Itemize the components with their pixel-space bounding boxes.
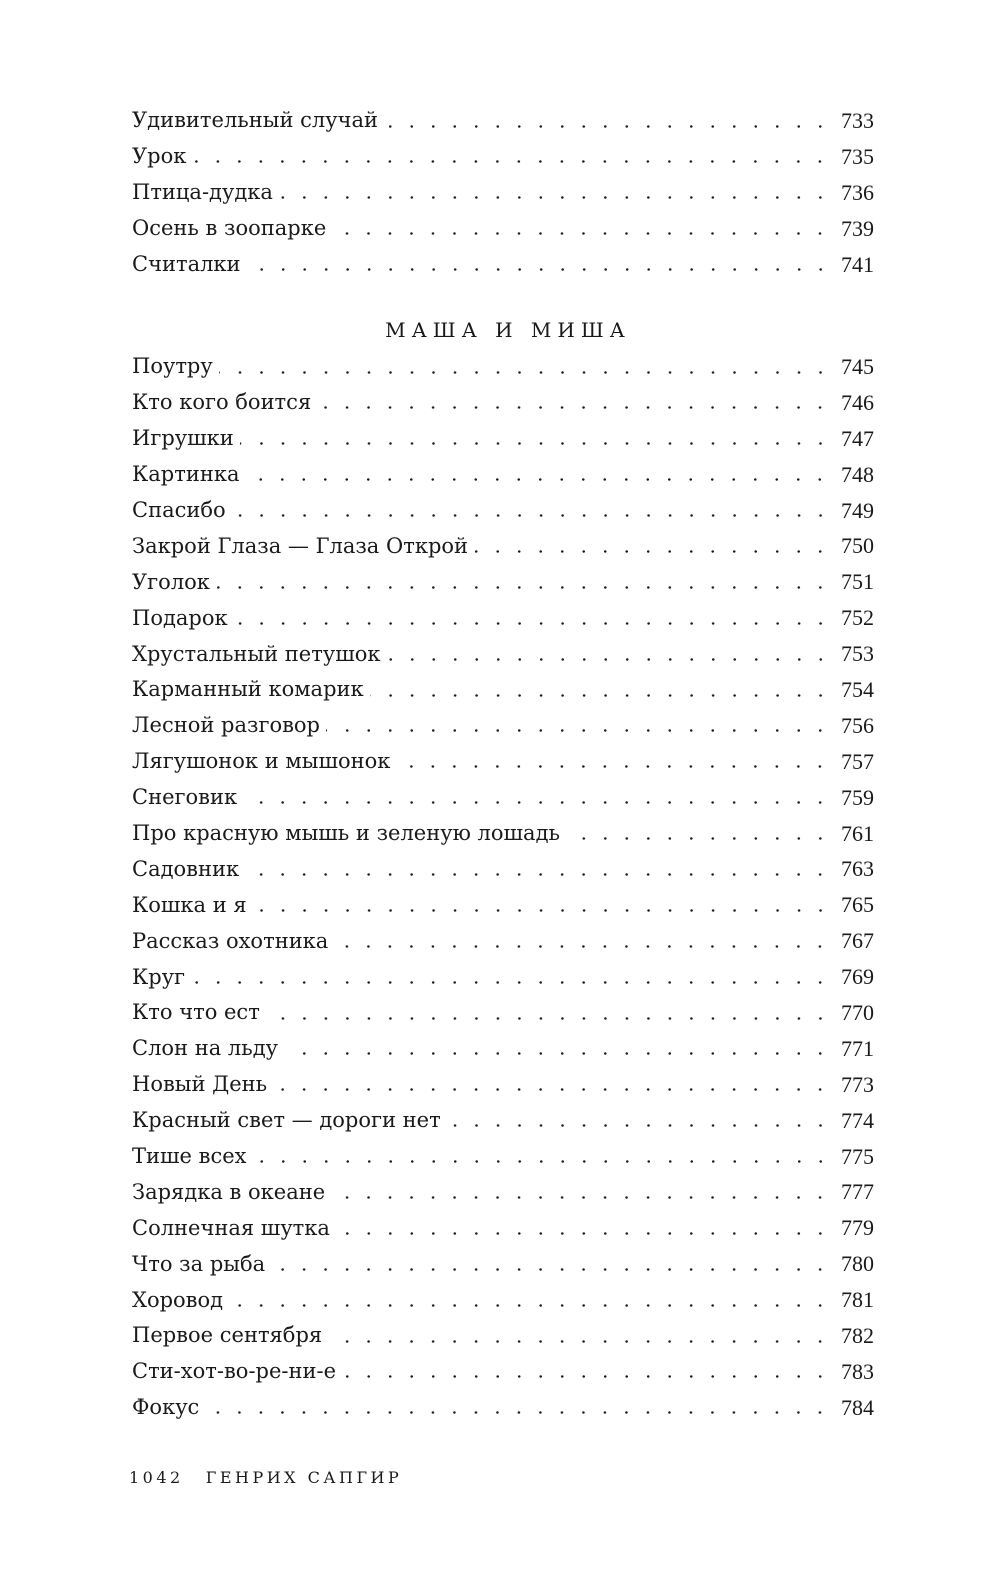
toc-entry-page: 780 — [831, 1253, 874, 1275]
dot-leader — [191, 959, 831, 995]
toc-entry-page: 759 — [831, 787, 874, 809]
toc-entry — [132, 457, 874, 493]
toc-entry-page: 745 — [831, 356, 874, 378]
toc-entry-title: Что за рыба — [132, 1254, 271, 1275]
toc-entry-page: 736 — [831, 182, 874, 204]
toc-entry — [132, 1174, 874, 1210]
dot-leader — [273, 1067, 831, 1103]
toc-entry — [132, 103, 874, 139]
toc-entry — [132, 1354, 874, 1390]
toc-entry-page: 767 — [831, 930, 874, 952]
dot-leader — [266, 995, 831, 1031]
toc-entry — [132, 385, 874, 421]
dot-leader — [447, 1103, 831, 1139]
toc-entry — [132, 708, 874, 744]
toc-entry-page: 782 — [831, 1325, 874, 1347]
toc-entry — [132, 1390, 874, 1426]
toc-entry-title: Фокус — [132, 1397, 205, 1418]
dot-leader — [332, 211, 831, 247]
toc-entry-page: 784 — [831, 1397, 874, 1419]
toc-entry-page: 775 — [831, 1146, 874, 1168]
toc-entry-title: Хоровод — [132, 1290, 229, 1311]
toc-entry — [132, 349, 874, 385]
dot-leader — [192, 139, 831, 175]
toc-entry-title: Красный свет — дороги нет — [132, 1110, 447, 1131]
dot-leader — [245, 851, 831, 887]
toc-entry-title: Лягушонок и мышонок — [132, 751, 396, 772]
dot-leader — [253, 1139, 832, 1175]
dot-leader — [326, 708, 831, 744]
page-footer — [129, 1468, 402, 1487]
toc-entry-page: 747 — [831, 428, 874, 450]
toc-entry-title: Садовник — [132, 859, 245, 880]
toc-entry-page: 754 — [831, 679, 874, 701]
dot-leader — [474, 528, 831, 564]
toc-entry — [132, 959, 874, 995]
toc-entry-page: 753 — [831, 643, 874, 665]
toc-entry-title: Круг — [132, 967, 191, 988]
toc-entry-title: Осень в зоопарке — [132, 218, 332, 239]
toc-entry-page: 779 — [831, 1217, 874, 1239]
toc-entry-title: Урок — [132, 146, 192, 167]
dot-leader — [331, 1174, 831, 1210]
toc-entry-page: 774 — [831, 1110, 874, 1132]
dot-leader — [396, 744, 831, 780]
toc-entry — [132, 816, 874, 852]
toc-entry-title: Игрушки — [132, 428, 240, 449]
toc-entry-page: 749 — [831, 500, 874, 522]
toc-entry — [132, 1067, 874, 1103]
toc-entry-title: Слон на льду — [132, 1038, 284, 1059]
toc-entry-title: Уголок — [132, 572, 216, 593]
dot-leader — [334, 923, 831, 959]
toc-entry — [132, 672, 874, 708]
toc-entry-title: Новый День — [132, 1074, 273, 1095]
toc-entry-title: Поутру — [132, 356, 219, 377]
toc-entry — [132, 528, 874, 564]
toc-entry — [132, 211, 874, 247]
toc-entry — [132, 247, 874, 283]
section-heading: МАША И МИША — [385, 318, 631, 342]
dot-leader — [370, 672, 831, 708]
toc-entry-title: Лесной разговор — [132, 715, 326, 736]
toc-entry-page: 752 — [831, 607, 874, 629]
dot-leader — [328, 1318, 831, 1354]
toc-entry-title: Зарядка в океане — [132, 1182, 331, 1203]
toc-entry-page: 769 — [831, 966, 874, 988]
toc-entry-title: Спасибо — [132, 500, 232, 521]
toc-entry — [132, 564, 874, 600]
toc-entry — [132, 780, 874, 816]
dot-leader — [387, 636, 832, 672]
dot-leader — [566, 816, 831, 852]
toc-entry — [132, 1318, 874, 1354]
toc-entry — [132, 636, 874, 672]
toc-entry-title: Кто кого боится — [132, 392, 317, 413]
dot-leader — [240, 421, 831, 457]
toc-entry-title: Хрустальный петушок — [132, 644, 387, 665]
toc-entry-page: 773 — [831, 1074, 874, 1096]
toc-entry — [132, 923, 874, 959]
toc-entry-title: Тише всех — [132, 1146, 253, 1167]
toc-entry — [132, 600, 874, 636]
toc-entry-page: 739 — [831, 218, 874, 240]
dot-leader — [247, 247, 831, 283]
toc-entry-page: 735 — [831, 146, 874, 168]
dot-leader — [245, 457, 831, 493]
dot-leader — [317, 385, 831, 421]
toc-entry — [132, 1246, 874, 1282]
dot-leader — [384, 103, 831, 139]
toc-entry-page: 750 — [831, 535, 874, 557]
toc-entry — [132, 887, 874, 923]
dot-leader — [253, 887, 831, 923]
toc-entry-title: Кто что ест — [132, 1002, 266, 1023]
toc-entry-page: 763 — [831, 858, 874, 880]
toc-entry — [132, 139, 874, 175]
dot-leader — [336, 1210, 831, 1246]
dot-leader — [243, 780, 831, 816]
dot-leader — [232, 493, 831, 529]
toc-entry-page: 757 — [831, 751, 874, 773]
toc-entry — [132, 175, 874, 211]
toc-entry — [132, 1031, 874, 1067]
running-head-author: ГЕНРИХ САПГИР — [205, 1468, 403, 1487]
toc-entry-title: Снеговик — [132, 787, 243, 808]
toc-entry-title: Картинка — [132, 464, 245, 485]
toc-entry-page: 746 — [831, 392, 874, 414]
dot-leader — [234, 600, 831, 636]
toc-entry-page: 741 — [831, 254, 874, 276]
toc-entry-title: Карманный комарик — [132, 679, 370, 700]
toc-entry-page: 771 — [831, 1038, 874, 1060]
toc-entry-title: Кошка и я — [132, 895, 253, 916]
toc-entry — [132, 995, 874, 1031]
toc-entry-page: 751 — [831, 571, 874, 593]
toc-entry-page: 756 — [831, 715, 874, 737]
toc-list-top — [132, 103, 874, 282]
toc-entry — [132, 1210, 874, 1246]
toc-entry-title: Подарок — [132, 608, 234, 629]
toc-entry-title: Удивительный случай — [132, 110, 384, 131]
dot-leader — [216, 564, 831, 600]
toc-entry — [132, 1282, 874, 1318]
toc-entry-title: Первое сентября — [132, 1325, 328, 1346]
dot-leader — [342, 1354, 831, 1390]
toc-entry-title: Закрой Глаза — Глаза Открой — [132, 536, 474, 557]
dot-leader — [271, 1246, 831, 1282]
toc-entry-page: 781 — [831, 1289, 874, 1311]
toc-entry-title: Рассказ охотника — [132, 931, 334, 952]
toc-entry-title: Сти-хот-во-ре-ни-е — [132, 1361, 342, 1382]
dot-leader — [205, 1390, 831, 1426]
toc-entry-title: Про красную мышь и зеленую лошадь — [132, 823, 566, 844]
toc-entry — [132, 1103, 874, 1139]
toc-entry-page: 748 — [831, 464, 874, 486]
toc-entry-page: 770 — [831, 1002, 874, 1024]
toc-entry-page: 783 — [831, 1361, 874, 1383]
toc-entry-page: 765 — [831, 894, 874, 916]
toc-entry-page: 777 — [831, 1181, 874, 1203]
dot-leader — [219, 349, 831, 385]
toc-entry — [132, 744, 874, 780]
dot-leader — [229, 1282, 831, 1318]
toc-entry — [132, 493, 874, 529]
toc-list-section — [132, 349, 874, 1426]
toc-entry — [132, 421, 874, 457]
toc-entry-title: Солнечная шутка — [132, 1218, 336, 1239]
dot-leader — [284, 1031, 831, 1067]
toc-entry — [132, 851, 874, 887]
toc-entry-title: Птица-дудка — [132, 182, 279, 203]
toc-entry-page: 733 — [831, 110, 874, 132]
toc-entry — [132, 1139, 874, 1175]
toc-entry-title: Считалки — [132, 254, 247, 275]
toc-entry-page: 761 — [831, 823, 874, 845]
dot-leader — [279, 175, 831, 211]
page-number: 1042 — [129, 1468, 184, 1487]
